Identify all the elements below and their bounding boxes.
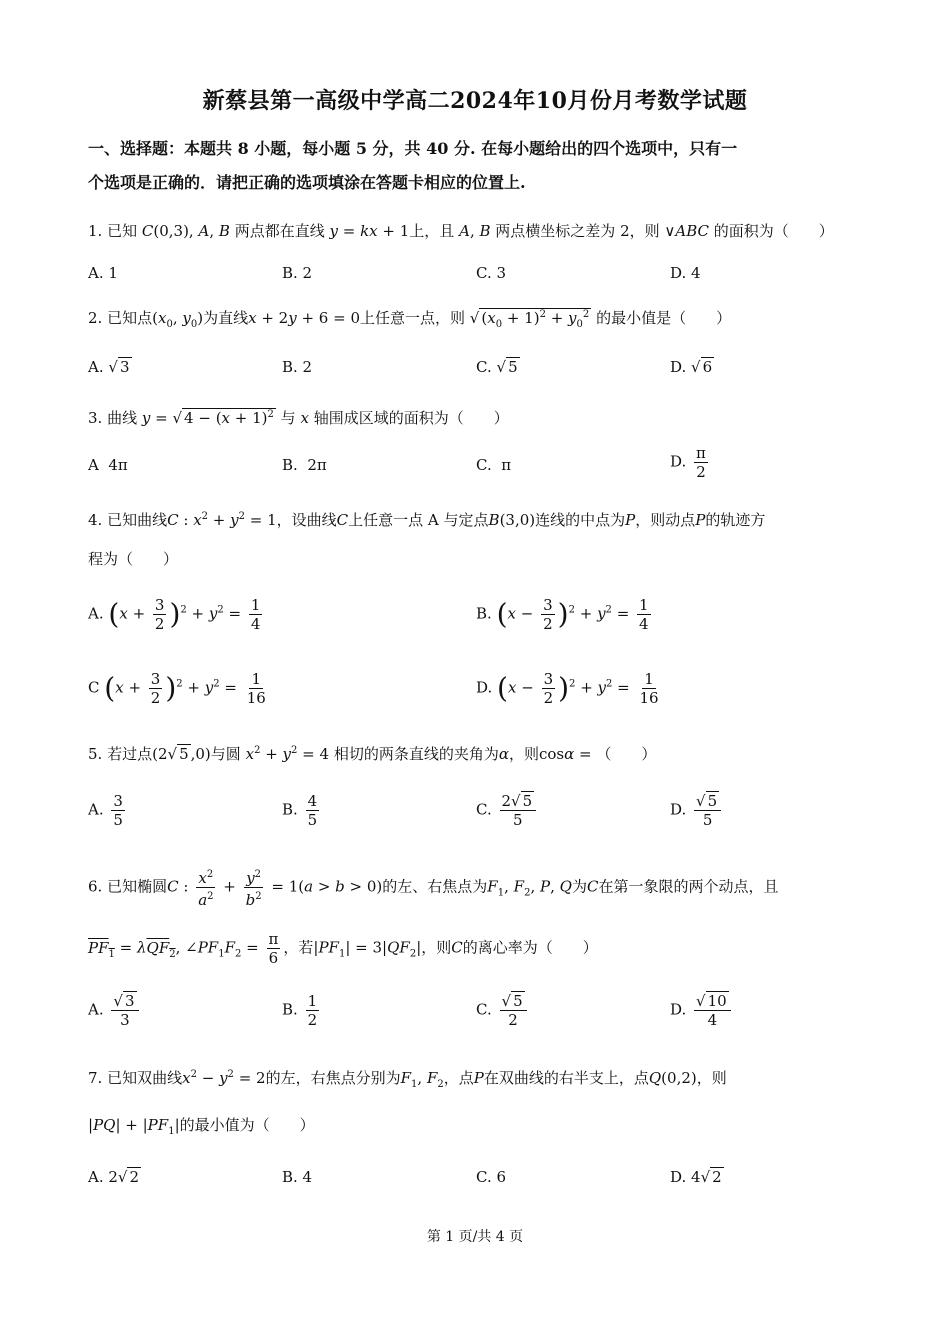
q6-option-d: D. $\frac{√ 10}{4}$ [670,992,734,1029]
q3-option-c: C. π [476,456,512,474]
page-title: 新蔡县第一高级中学高二2024年10月份月考数学试题 [202,88,748,114]
question-4-line-2: 程为（ ） [88,550,179,568]
section-header [88,132,868,200]
question-7: 7. 已知双曲线$x^2 - y^2 = 2$的左，右焦点分别为$F_1$, $F_2$，点P在双曲线的右半支上，点Q(0,2)，则 [88,1069,727,1090]
q5-option-c: C. $\frac{2√ 5}{5}$ [476,792,539,829]
question-2: 2. 已知点($x_0$, $y_0$)为直线x + 2y + 6 = 0上任意一点，则 √ $(x_0 + 1)^2 + y_0^2$ 的最小值是（ ） [88,309,732,330]
q7-option-d: D. 4√ 2 [670,1168,722,1186]
q4-option-c: C (x + $\frac{3}{2}$ )$^2 + y^2$ = $\frac{1}{16}$ [88,670,266,707]
q5-option-b: B. $\frac{4}{5}$ [282,792,318,829]
q6-option-b: B. $\frac{1}{2}$ [282,992,318,1029]
page-footer: 第 1 页/共 4 页 [426,1229,524,1245]
question-6-line-2: $PF_1 = \lambda QF_2$, $\angle PF_1F_2$ = $\frac{\pi}{6}$ ，若$|PF_1| = 3|QF_2|$，则C的离心率为（ ） [88,930,598,967]
q2-option-c: C. √ 5 [476,358,518,376]
question-3: 3. 曲线 y = √ $4 - (x + 1)^2$ 与 x 轴围成区域的面积为（ ） [88,409,509,427]
question-7-line-2: $|PQ| + |PF_1|$的最小值为（ ） [88,1116,315,1137]
question-6: 6. 已知椭圆C : $\frac{x^2}{a^2}$ + $\frac{y^2}{b^2}$ = 1(a > b > 0)的左、右焦点为$F_1$, $F_2$, P, Q为C在第一象限的两个动点，且 [88,866,878,909]
question-1: 1. 已知 C(0,3), A, B 两点都在直线 y = kx + 1上，且 A, B 两点横坐标之差为 2，则 ∨ABC 的面积为（ ） [88,222,834,240]
q6-option-a: A. $\frac{√ 3}{3}$ [88,992,142,1029]
question-5: 5. 若过点(2√ 5 ,0)与圆 $x^2 + y^2 = 4$ 相切的两条直线的夹角为α，则cosα = （ ） [88,745,657,763]
q3-option-b: B. 2π [282,456,327,474]
section-line-1: 一、选择题：本题共 8 小题，每小题 5 分，共 40 分. 在每小题给出的四个选项中，只有一 [88,139,738,158]
q2-option-d: D. √ 6 [670,358,713,376]
q5-option-d: D. $\frac{√ 5}{5}$ [670,792,724,829]
q1-option-d: D. 4 [670,264,701,282]
q4-option-a: A. (x + $\frac{3}{2}$ )$^2 + y^2$ = $\frac{1}{4}$ [88,596,261,633]
q7-option-c: C. 6 [476,1168,507,1186]
q1-option-c: C. 3 [476,264,507,282]
q3-option-d: D. $\frac{\pi}{2}$ [670,444,706,481]
q6-option-c: C. $\frac{√ 5}{2}$ [476,992,530,1029]
q3-option-a: A 4π [88,456,128,474]
q2-option-b: B. 2 [282,358,313,376]
q7-option-b: B. 4 [282,1168,313,1186]
q1-option-a: A. 1 [88,264,118,282]
q4-option-b: B. (x − $\frac{3}{2}$ )$^2 + y^2$ = $\frac{1}{4}$ [476,596,649,633]
q7-option-a: A. 2√ 2 [88,1168,140,1186]
q5-option-a: A. $\frac{3}{5}$ [88,792,123,829]
section-line-2: 个选项是正确的．请把正确的选项填涂在答题卡相应的位置上. [88,173,526,192]
q1-option-b: B. 2 [282,264,313,282]
q2-option-a: A. √ 3 [88,358,130,376]
q4-option-d: D. (x − $\frac{3}{2}$ )$^2 + y^2$ = $\frac{1}{16}$ [476,670,659,707]
question-4: 4. 已知曲线C : $x^2 + y^2 = 1$，设曲线C上任意一点 A 与定点B(3,0)连线的中点为P，则动点P的轨迹方 [88,511,766,529]
